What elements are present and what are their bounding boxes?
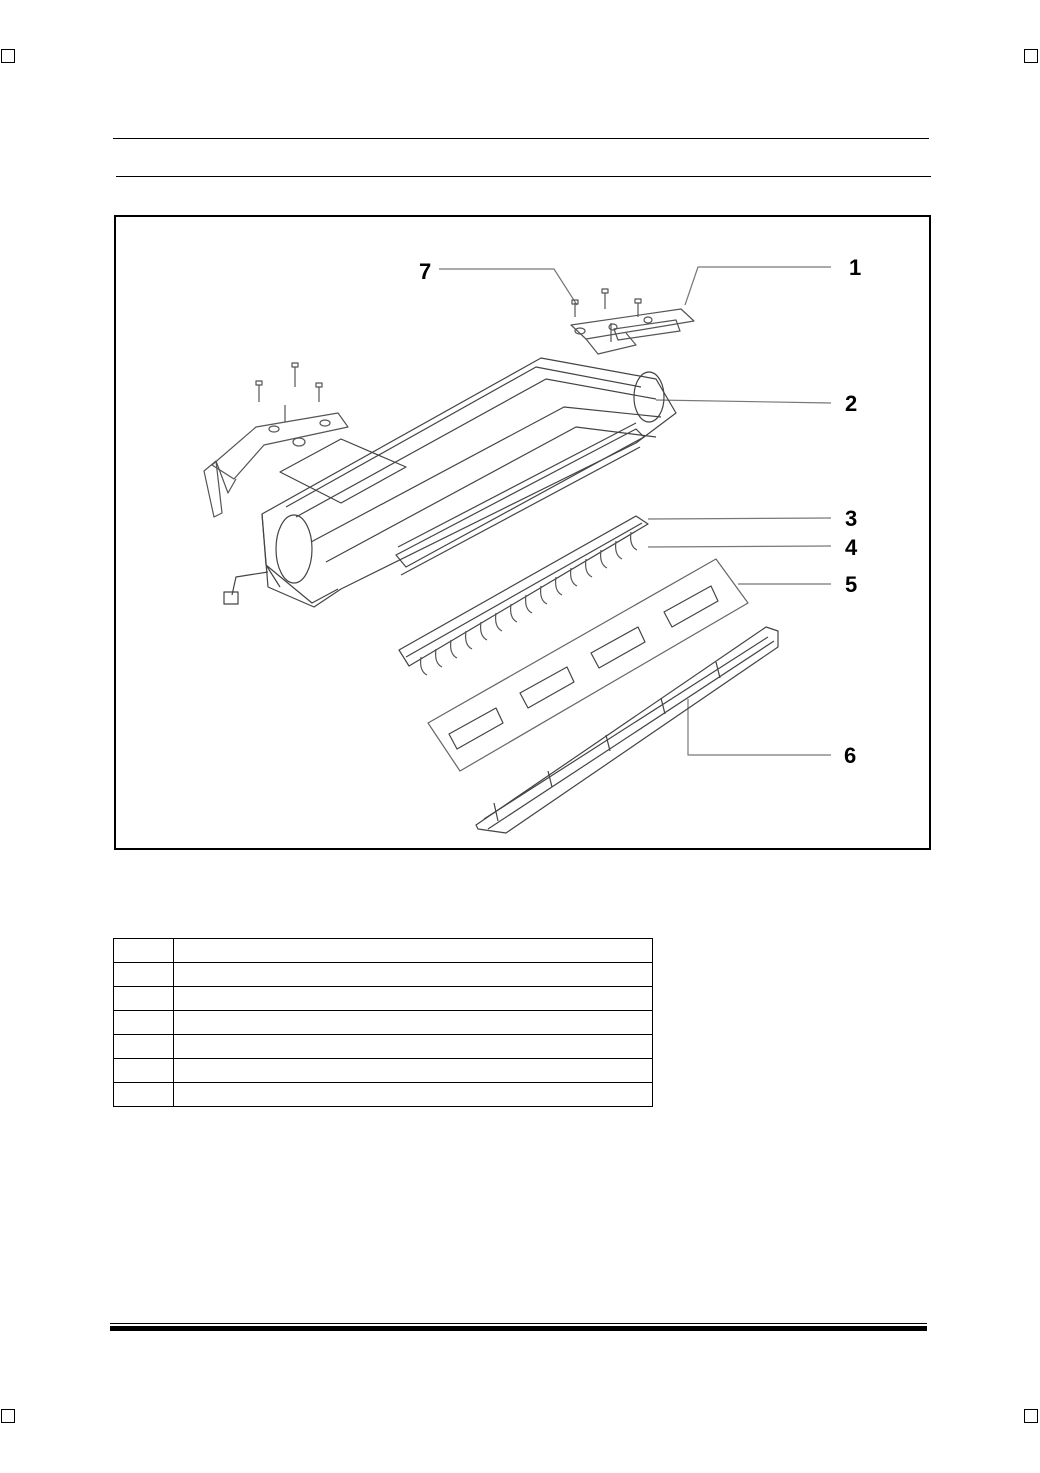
part-description-cell xyxy=(174,1011,653,1035)
crop-mark-bottom-left xyxy=(1,1409,15,1423)
table-row xyxy=(114,939,653,963)
footer-rule-thin xyxy=(110,1323,927,1324)
part-7-screws-left xyxy=(256,363,322,422)
part-1-bracket-right xyxy=(571,309,694,354)
part-description-cell xyxy=(174,1083,653,1107)
callout-label-2: 2 xyxy=(845,391,858,416)
exploded-view-figure xyxy=(114,215,931,850)
leader-line-1 xyxy=(685,267,831,305)
callout-label-4: 4 xyxy=(845,535,858,560)
part-3-4-louvre-assembly xyxy=(399,516,648,675)
part-2-housing xyxy=(224,358,676,607)
callout-label-3: 3 xyxy=(845,506,858,531)
table-row xyxy=(114,1083,653,1107)
part-description-cell xyxy=(174,987,653,1011)
part-number-cell xyxy=(114,963,174,987)
part-number-cell xyxy=(114,1083,174,1107)
part-number-cell xyxy=(114,987,174,1011)
crop-mark-top-left xyxy=(1,49,15,63)
part-number-cell xyxy=(114,1035,174,1059)
part-5-filters xyxy=(428,559,748,771)
table-row xyxy=(114,963,653,987)
part-description-cell xyxy=(174,939,653,963)
table-row xyxy=(114,1059,653,1083)
part-number-cell xyxy=(114,1059,174,1083)
leader-line-2 xyxy=(656,400,831,403)
part-1-bracket-left xyxy=(204,413,348,517)
footer-rule-thick xyxy=(110,1326,927,1331)
leader-line-6 xyxy=(688,699,831,755)
leader-line-4 xyxy=(648,546,831,547)
header-rule-top xyxy=(113,138,929,139)
part-6-drain-tray xyxy=(476,627,778,833)
callout-label-6: 6 xyxy=(844,743,857,768)
part-description-cell xyxy=(174,963,653,987)
callout-label-1: 1 xyxy=(849,255,862,280)
part-description-cell xyxy=(174,1035,653,1059)
part-description-cell xyxy=(174,1059,653,1083)
part-number-cell xyxy=(114,1011,174,1035)
parts-list-table xyxy=(113,938,653,1107)
crop-mark-bottom-right xyxy=(1024,1409,1038,1423)
part-number-cell xyxy=(114,939,174,963)
table-row xyxy=(114,1011,653,1035)
crop-mark-top-right xyxy=(1024,49,1038,63)
table-row xyxy=(114,987,653,1011)
table-row xyxy=(114,1035,653,1059)
leader-line-3 xyxy=(648,518,831,519)
callout-label-5: 5 xyxy=(845,572,858,597)
exploded-view-drawing xyxy=(116,217,929,848)
callout-label-7: 7 xyxy=(419,259,432,284)
leader-line-7 xyxy=(439,269,577,305)
header-rule-bottom xyxy=(116,176,931,177)
